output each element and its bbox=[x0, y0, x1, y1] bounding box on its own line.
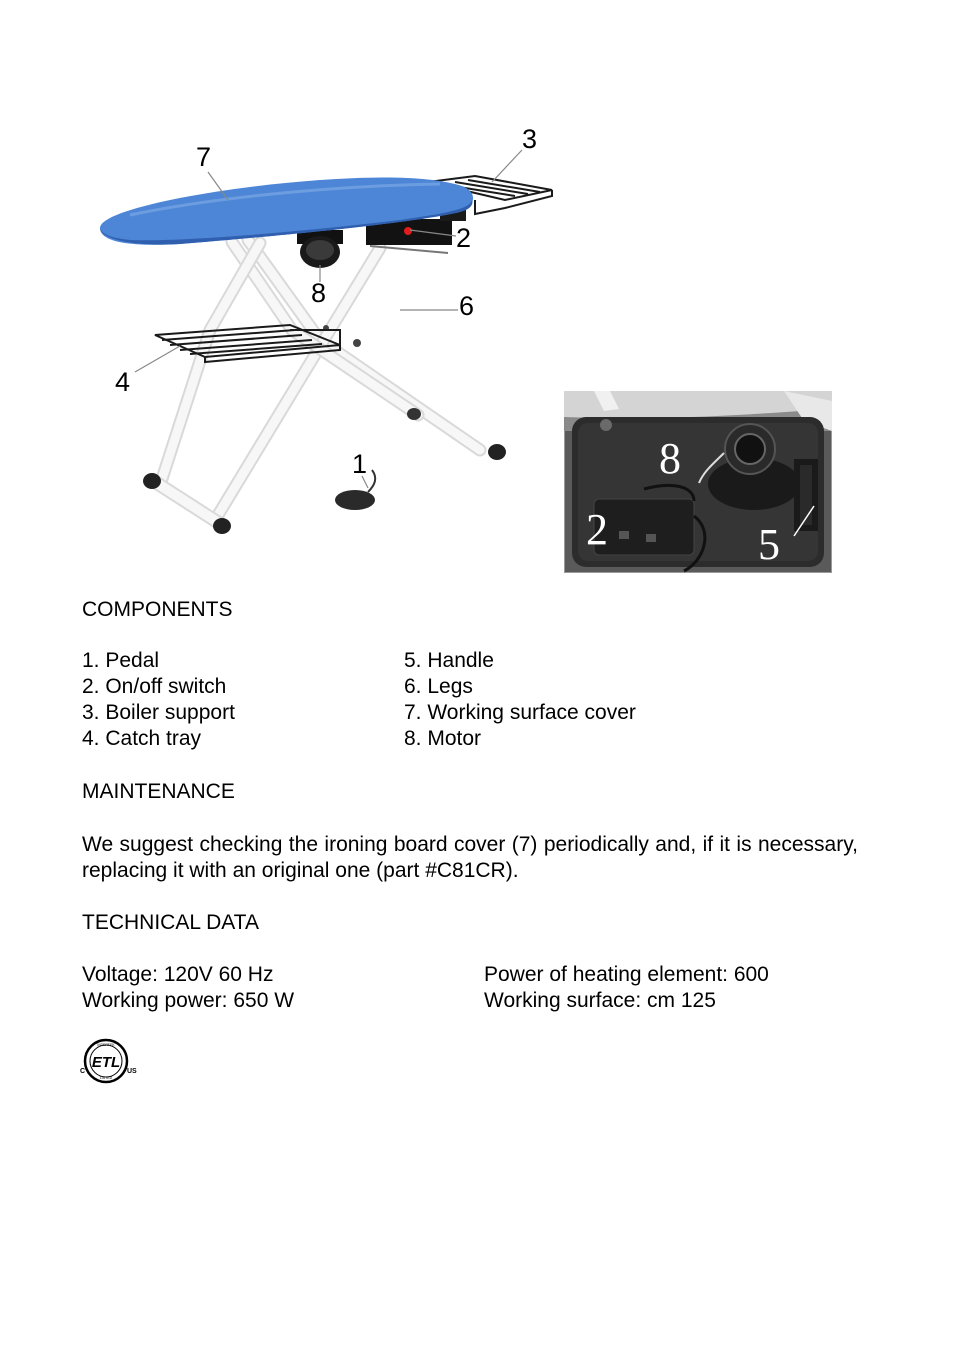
component-5: 5. Handle bbox=[404, 649, 494, 672]
component-8: 8. Motor bbox=[404, 727, 482, 750]
technical-data-heading: TECHNICAL DATA bbox=[82, 911, 259, 934]
tech-heating-power: Power of heating element: 600 bbox=[484, 963, 769, 986]
etl-bottom-arc-text: LISTED bbox=[99, 1076, 113, 1080]
maintenance-text: We suggest checking the ironing board cover (7) periodically and, if it is necessary, replacing it with an original one (part #C81CR). bbox=[82, 833, 858, 882]
component-2: 2. On/off switch bbox=[82, 675, 227, 698]
callout-1: 1 bbox=[352, 449, 368, 479]
component-7: 7. Working surface cover bbox=[404, 701, 636, 724]
callout-4: 4 bbox=[115, 367, 131, 397]
tech-working-power: Working power: 650 W bbox=[82, 989, 295, 1012]
callout-7: 7 bbox=[196, 142, 212, 172]
underside-photo bbox=[564, 391, 832, 573]
callout-3: 3 bbox=[522, 124, 538, 154]
component-3: 3. Boiler support bbox=[82, 701, 235, 724]
callout-2: 2 bbox=[456, 223, 472, 253]
etl-c-text: C bbox=[80, 1068, 86, 1075]
component-4: 4. Catch tray bbox=[82, 727, 202, 750]
inset-callout-8: 8 bbox=[659, 434, 681, 483]
component-1: 1. Pedal bbox=[82, 649, 160, 672]
ironing-board-illustration bbox=[80, 110, 560, 560]
tech-voltage: Voltage: 120V 60 Hz bbox=[82, 963, 274, 986]
maintenance-heading: MAINTENANCE bbox=[82, 780, 235, 803]
callout-6: 6 bbox=[459, 291, 475, 321]
component-6: 6. Legs bbox=[404, 675, 473, 698]
tech-working-surface: Working surface: cm 125 bbox=[484, 989, 716, 1012]
inset-callout-5: 5 bbox=[758, 520, 780, 569]
maintenance-paragraph bbox=[82, 832, 858, 884]
etl-top-arc-text: INTERTEK bbox=[97, 1043, 115, 1047]
components-heading: COMPONENTS bbox=[82, 598, 233, 621]
inset-callout-2: 2 bbox=[586, 505, 608, 554]
etl-mark-text: ETL bbox=[91, 1054, 121, 1071]
etl-listed-logo bbox=[80, 1036, 138, 1086]
etl-us-text: US bbox=[127, 1068, 137, 1075]
callout-8: 8 bbox=[311, 278, 327, 308]
